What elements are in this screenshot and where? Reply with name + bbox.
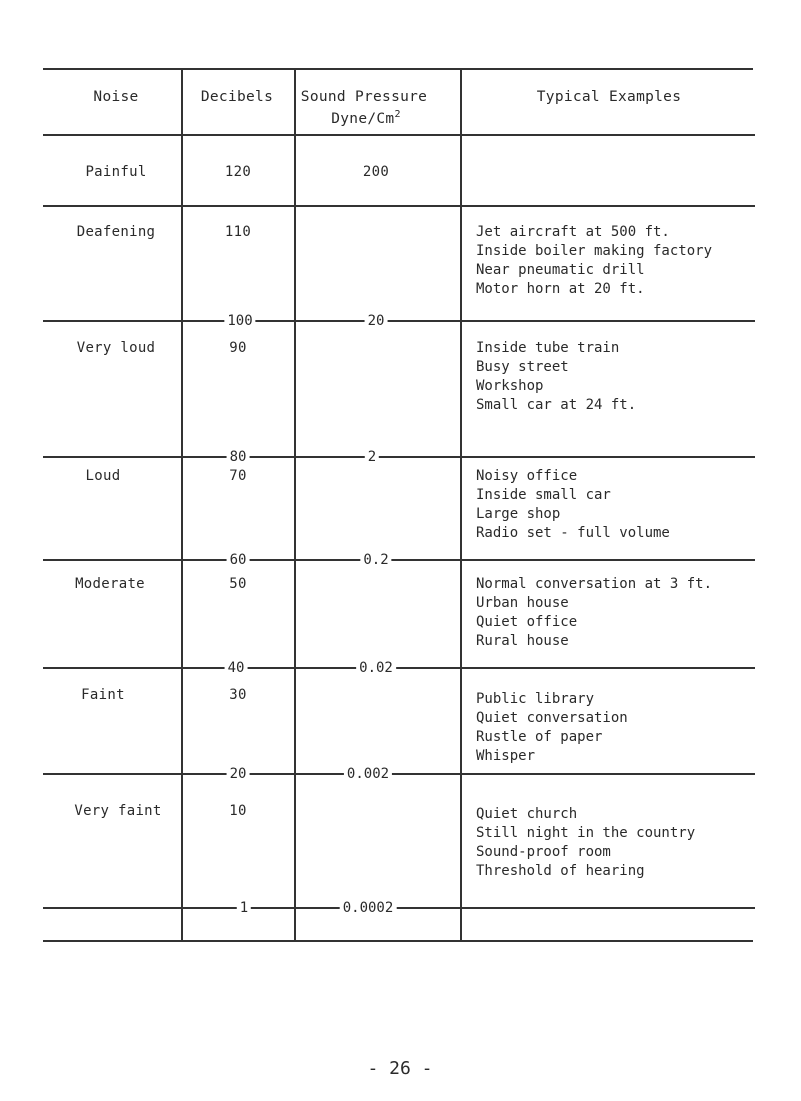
example-item: Rural house xyxy=(476,633,569,649)
header-sound-pressure-unit: Dyne/Cm$^2$ xyxy=(331,109,401,127)
example-item: Jet aircraft at 500 ft. xyxy=(476,224,670,240)
typical-examples-list xyxy=(476,223,712,299)
row-divider xyxy=(43,559,755,561)
example-item: Inside small car xyxy=(476,487,611,503)
decibels-value: 30 xyxy=(229,687,247,703)
example-item: Near pneumatic drill xyxy=(476,262,645,278)
typical-examples-list xyxy=(476,339,636,415)
header-noise: Noise xyxy=(93,89,139,105)
boundary-decibels: 20 xyxy=(227,766,250,782)
boundary-pressure: 0.002 xyxy=(344,766,392,782)
boundary-decibels: 100 xyxy=(224,313,255,329)
boundary-pressure: 20 xyxy=(365,313,388,329)
typical-examples-list xyxy=(476,690,628,766)
example-item: Quiet church xyxy=(476,806,578,822)
header-sound-pressure: Sound Pressure xyxy=(300,89,428,105)
decibels-value: 90 xyxy=(229,340,247,356)
page-number: - 26 - xyxy=(367,1058,433,1079)
decibels-value: 50 xyxy=(229,576,247,592)
boundary-decibels: 1 xyxy=(237,900,251,916)
example-item: Whisper xyxy=(476,748,536,764)
row-divider xyxy=(43,773,755,775)
row-divider xyxy=(43,907,755,909)
noise-level-label: Moderate xyxy=(75,576,145,592)
column-divider xyxy=(294,68,296,940)
example-item: Large shop xyxy=(476,506,561,522)
example-item: Still night in the country xyxy=(476,825,696,841)
column-divider xyxy=(460,68,462,940)
noise-level-label: Deafening xyxy=(76,224,156,240)
boundary-decibels: 60 xyxy=(227,552,250,568)
row-divider xyxy=(43,667,755,669)
example-item: Workshop xyxy=(476,378,544,394)
example-item: Noisy office xyxy=(476,468,578,484)
pressure-value: 200 xyxy=(362,164,390,180)
header-divider xyxy=(43,134,755,136)
example-item: Urban house xyxy=(476,595,569,611)
boundary-pressure: 0.02 xyxy=(356,660,396,676)
boundary-pressure: 0.2 xyxy=(360,552,391,568)
boundary-pressure: 2 xyxy=(365,449,379,465)
noise-level-label: Painful xyxy=(85,164,147,180)
boundary-decibels: 40 xyxy=(225,660,248,676)
example-item: Inside tube train xyxy=(476,340,620,356)
typical-examples-list xyxy=(476,575,712,651)
example-item: Inside boiler making factory xyxy=(476,243,713,259)
row-divider xyxy=(43,320,755,322)
boundary-decibels: 80 xyxy=(227,449,250,465)
boundary-pressure: 0.0002 xyxy=(340,900,397,916)
example-item: Normal conversation at 3 ft. xyxy=(476,576,713,592)
example-item: Sound-proof room xyxy=(476,844,611,860)
example-item: Rustle of paper xyxy=(476,729,603,745)
example-item: Quiet conversation xyxy=(476,710,628,726)
table-top-border xyxy=(43,68,753,70)
header-decibels: Decibels xyxy=(200,89,274,105)
example-item: Motor horn at 20 ft. xyxy=(476,281,645,297)
noise-level-label: Very loud xyxy=(76,340,156,356)
noise-level-label: Faint xyxy=(81,687,125,703)
decibels-value: 110 xyxy=(224,224,252,240)
example-item: Quiet office xyxy=(476,614,578,630)
example-item: Busy street xyxy=(476,359,569,375)
row-divider xyxy=(43,205,755,207)
decibels-value: 70 xyxy=(229,468,247,484)
column-divider xyxy=(181,68,183,940)
header-typical-examples: Typical Examples xyxy=(536,89,682,105)
decibels-value: 120 xyxy=(224,164,252,180)
typical-examples-list xyxy=(476,467,670,543)
typical-examples-list xyxy=(476,805,695,881)
noise-level-label: Loud xyxy=(85,468,121,484)
example-item: Small car at 24 ft. xyxy=(476,397,637,413)
example-item: Threshold of hearing xyxy=(476,863,645,879)
row-divider xyxy=(43,456,755,458)
example-item: Radio set - full volume xyxy=(476,525,670,541)
decibels-value: 10 xyxy=(229,803,247,819)
table-bottom-border xyxy=(43,940,753,942)
example-item: Public library xyxy=(476,691,595,707)
noise-level-label: Very faint xyxy=(74,803,162,819)
